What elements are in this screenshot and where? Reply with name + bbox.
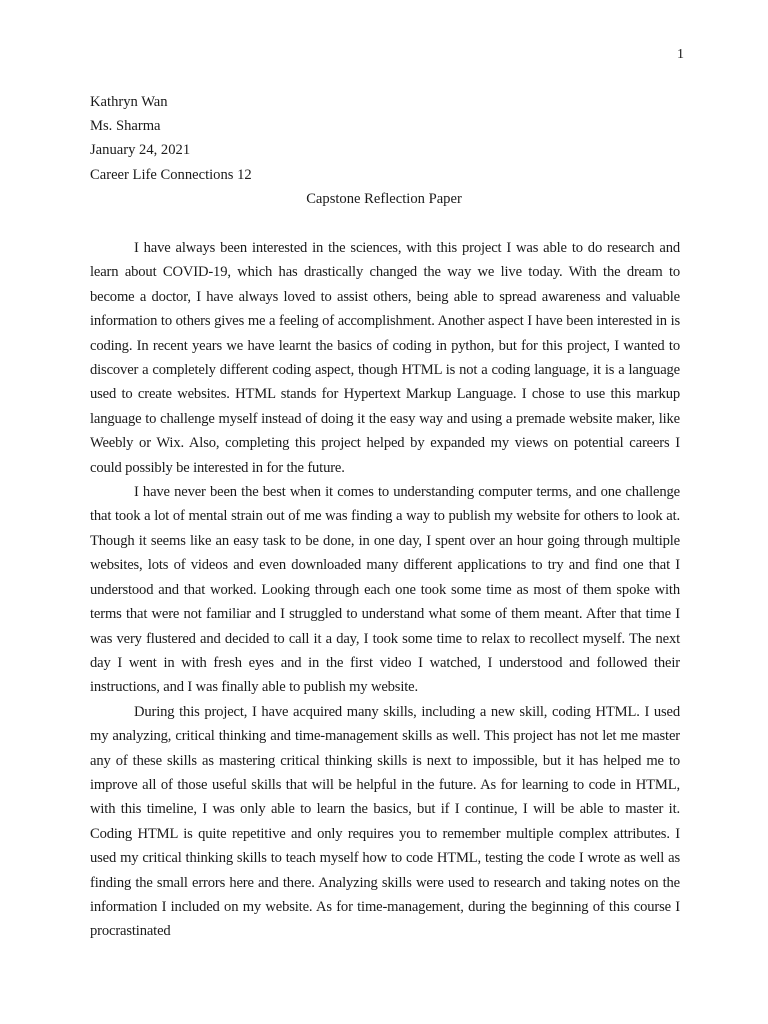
body-text [90,236,680,944]
author-name: Kathryn Wan [90,94,168,110]
paragraph-1: I have always been interested in the sciences, with this project I was able to do research and learn about COVID-19, which has drastically changed the way we live today. With the dream to become a doctor, I have always loved to assist others, being able to spread awareness and valuable information to others gives me a feeling of accomplishment. Another aspect I have been interested in is coding. In recent years we have learnt the basics of coding in python, but for this project, I wanted to discover a completely different coding aspect, though HTML is not a coding language, it is a language used to create websites. HTML stands for Hypertext Markup Language. I chose to use this markup language to challenge myself instead of doing it the easy way and using a premade website maker, like Weebly or Wix. Also, completing this project helped by expanded my views on potential careers I could possibly be interested in for the future. [90,240,680,476]
teacher-name: Ms. Sharma [90,118,161,135]
document-date: January 24, 2021 [90,142,191,159]
course-name: Career Life Connections 12 [90,166,252,183]
page-number: 1 [677,47,684,62]
header-block [90,90,680,187]
document-title: Capstone Reflection Paper [306,191,462,207]
paragraph-3: During this project, I have acquired many skills, including a new skill, coding HTML. I used my analyzing, critical thinking and time-management skills as well. This project has not let me master any of these skills as mastering critical thinking skills is next to impossible, but it has helped me to improve all of those useful skills that will be helpful in the future. As for learning to code in HTML, with this timeline, I was only able to learn the basics, but if I continue, I will be able to master it. Coding HTML is quite repetitive and only requires you to remember multiple complex attributes. I used my critical thinking skills to teach myself how to code HTML, testing the code I wrote as well as finding the small errors here and there. Analyzing skills were used to research and taking notes on the information I included on my website. As for time-management, during the beginning of this course I procrastinated [90,703,680,940]
paragraph-2: I have never been the best when it comes to understanding computer terms, and one challenge that took a lot of mental strain out of me was finding a way to publish my website for others to look at. Though it seems like an easy task to be done, in one day, I spent over an hour going through multiple websites, lots of videos and even downloaded many different applications to try and find one that I understood and that worked. Looking through each one took some time as most of them spoke with terms that were not familiar and I struggled to understand what some of them meant. After that time I was very flustered and decided to call it a day, I took some time to relax to recollect myself. The next day I went in with fresh eyes and in the first video I watched, I understood and followed their instructions, and I was finally able to publish my website. [90,484,680,696]
